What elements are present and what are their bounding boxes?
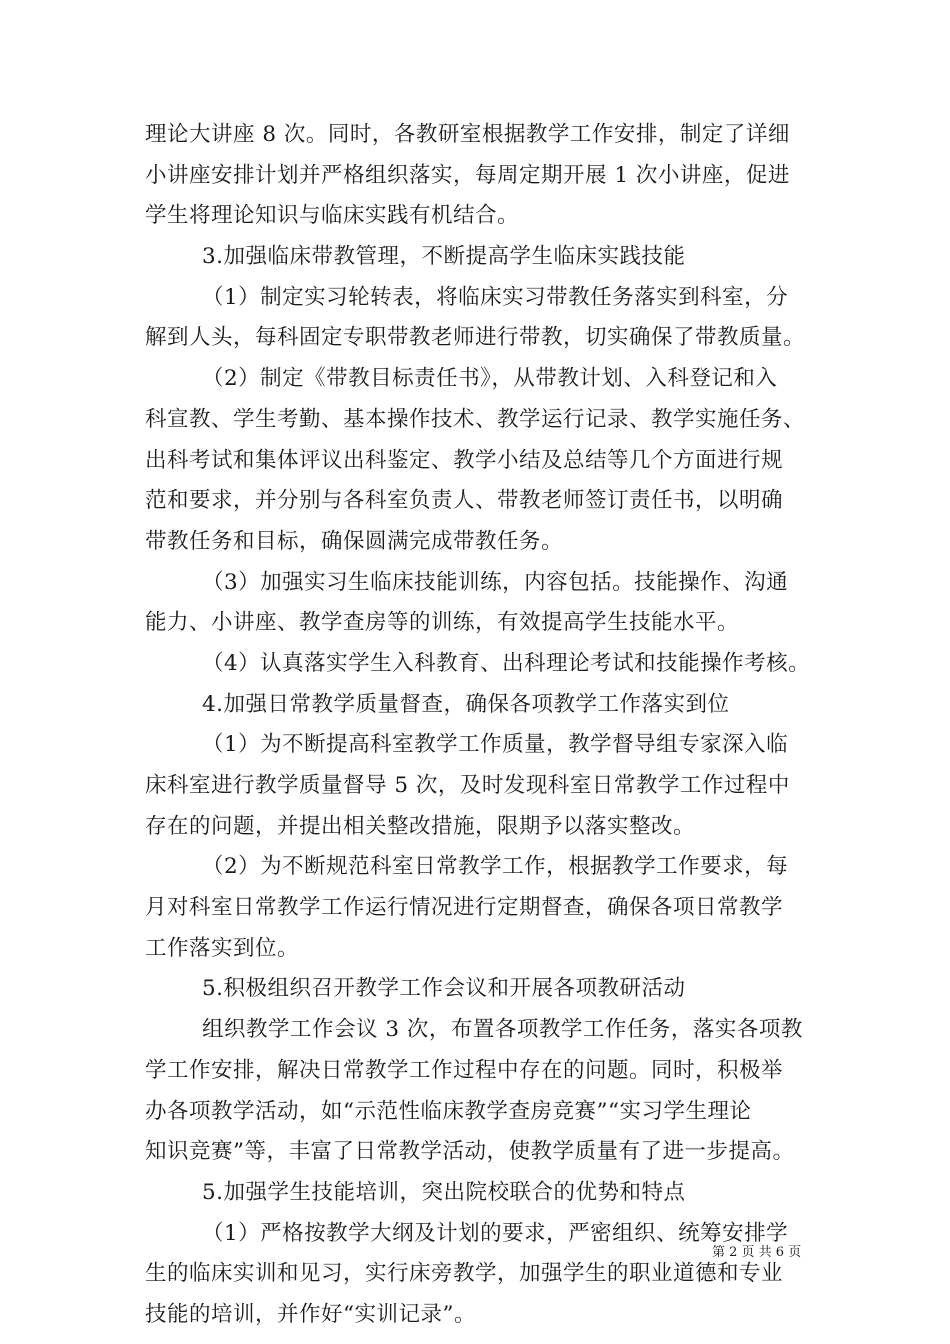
- text-line: 床科室进行教学质量督导 5 次，及时发现科室日常教学工作过程中: [145, 773, 790, 798]
- text-line: （3）加强实习生临床技能训练，内容包括。技能操作、沟通: [202, 569, 789, 595]
- text-line: 技能的培训，并作好“实训记录”。: [145, 1301, 476, 1327]
- text-line: 5.积极组织召开教学工作会议和开展各项教研活动: [202, 976, 686, 1002]
- text-line: （2）制定《带教目标责任书》，从带教计划、入科登记和入: [202, 366, 778, 392]
- text-line: 月对科室日常教学工作运行情况进行定期督查，确保各项日常教学: [145, 895, 784, 921]
- text-line: （1）制定实习轮转表，将临床实习带教任务落实到科室，分: [202, 284, 789, 310]
- text-line: 知识竞赛”等，丰富了日常教学活动，使教学质量有了进一步提高。: [145, 1139, 795, 1165]
- text-line: 解到人头，每科固定专职带教老师进行带教，切实确保了带教质量。: [145, 325, 806, 351]
- text-line: 生的临床实训和见习，实行床旁教学，加强学生的职业道德和专业: [145, 1261, 784, 1287]
- text-line: 范和要求，并分别与各科室负责人、带教老师签订责任书，以明确: [145, 488, 784, 514]
- text-line: 工作落实到位。: [145, 935, 300, 961]
- text-line: 3.加强临床带教管理，不断提高学生临床实践技能: [202, 244, 686, 270]
- text-line: 存在的问题，并提出相关整改措施，限期予以落实整改。: [145, 813, 696, 839]
- text-line: （1）为不断提高科室教学工作质量，教学督导组专家深入临: [202, 732, 789, 758]
- text-line: 4.加强日常教学质量督查，确保各项教学工作落实到位: [202, 691, 730, 717]
- document-body: [145, 115, 825, 1336]
- page-number: 第 2 页 共 6 页: [712, 1245, 802, 1260]
- text-line: 理论大讲座 8 次。同时，各教研室根据教学工作安排，制定了详细: [145, 122, 790, 147]
- text-line: 出科考试和集体评议出科鉴定、教学小结及总结等几个方面进行规: [145, 447, 784, 473]
- text-line: 能力、小讲座、教学查房等的训练，有效提高学生技能水平。: [145, 610, 740, 636]
- text-line: （4）认真落实学生入科教育、出科理论考试和技能操作考核。: [202, 650, 811, 676]
- text-line: （2）为不断规范科室日常教学工作，根据教学工作要求，每: [202, 854, 789, 880]
- text-line: 小讲座安排计划并严格组织落实，每周定期开展 1 次小讲座，促进: [145, 162, 790, 188]
- text-line: 办各项教学活动，如“示范性临床教学查房竞赛”“实习学生理论: [145, 1098, 752, 1124]
- text-line: 5.加强学生技能培训，突出院校联合的优势和特点: [202, 1179, 686, 1205]
- text-line: 学生将理论知识与临床实践有机结合。: [145, 203, 520, 229]
- text-line: （1）严格按教学大纲及计划的要求，严密组织、统筹安排学: [202, 1220, 789, 1246]
- text-line: 带教任务和目标，确保圆满完成带教任务。: [145, 528, 564, 554]
- text-line: 组织教学工作会议 3 次，布置各项教学工作任务，落实各项教: [202, 1017, 803, 1043]
- text-line: 科宣教、学生考勤、基本操作技术、教学运行记录、教学实施任务、: [145, 406, 806, 432]
- text-line: 学工作安排，解决日常教学工作过程中存在的问题。同时，积极举: [145, 1057, 784, 1083]
